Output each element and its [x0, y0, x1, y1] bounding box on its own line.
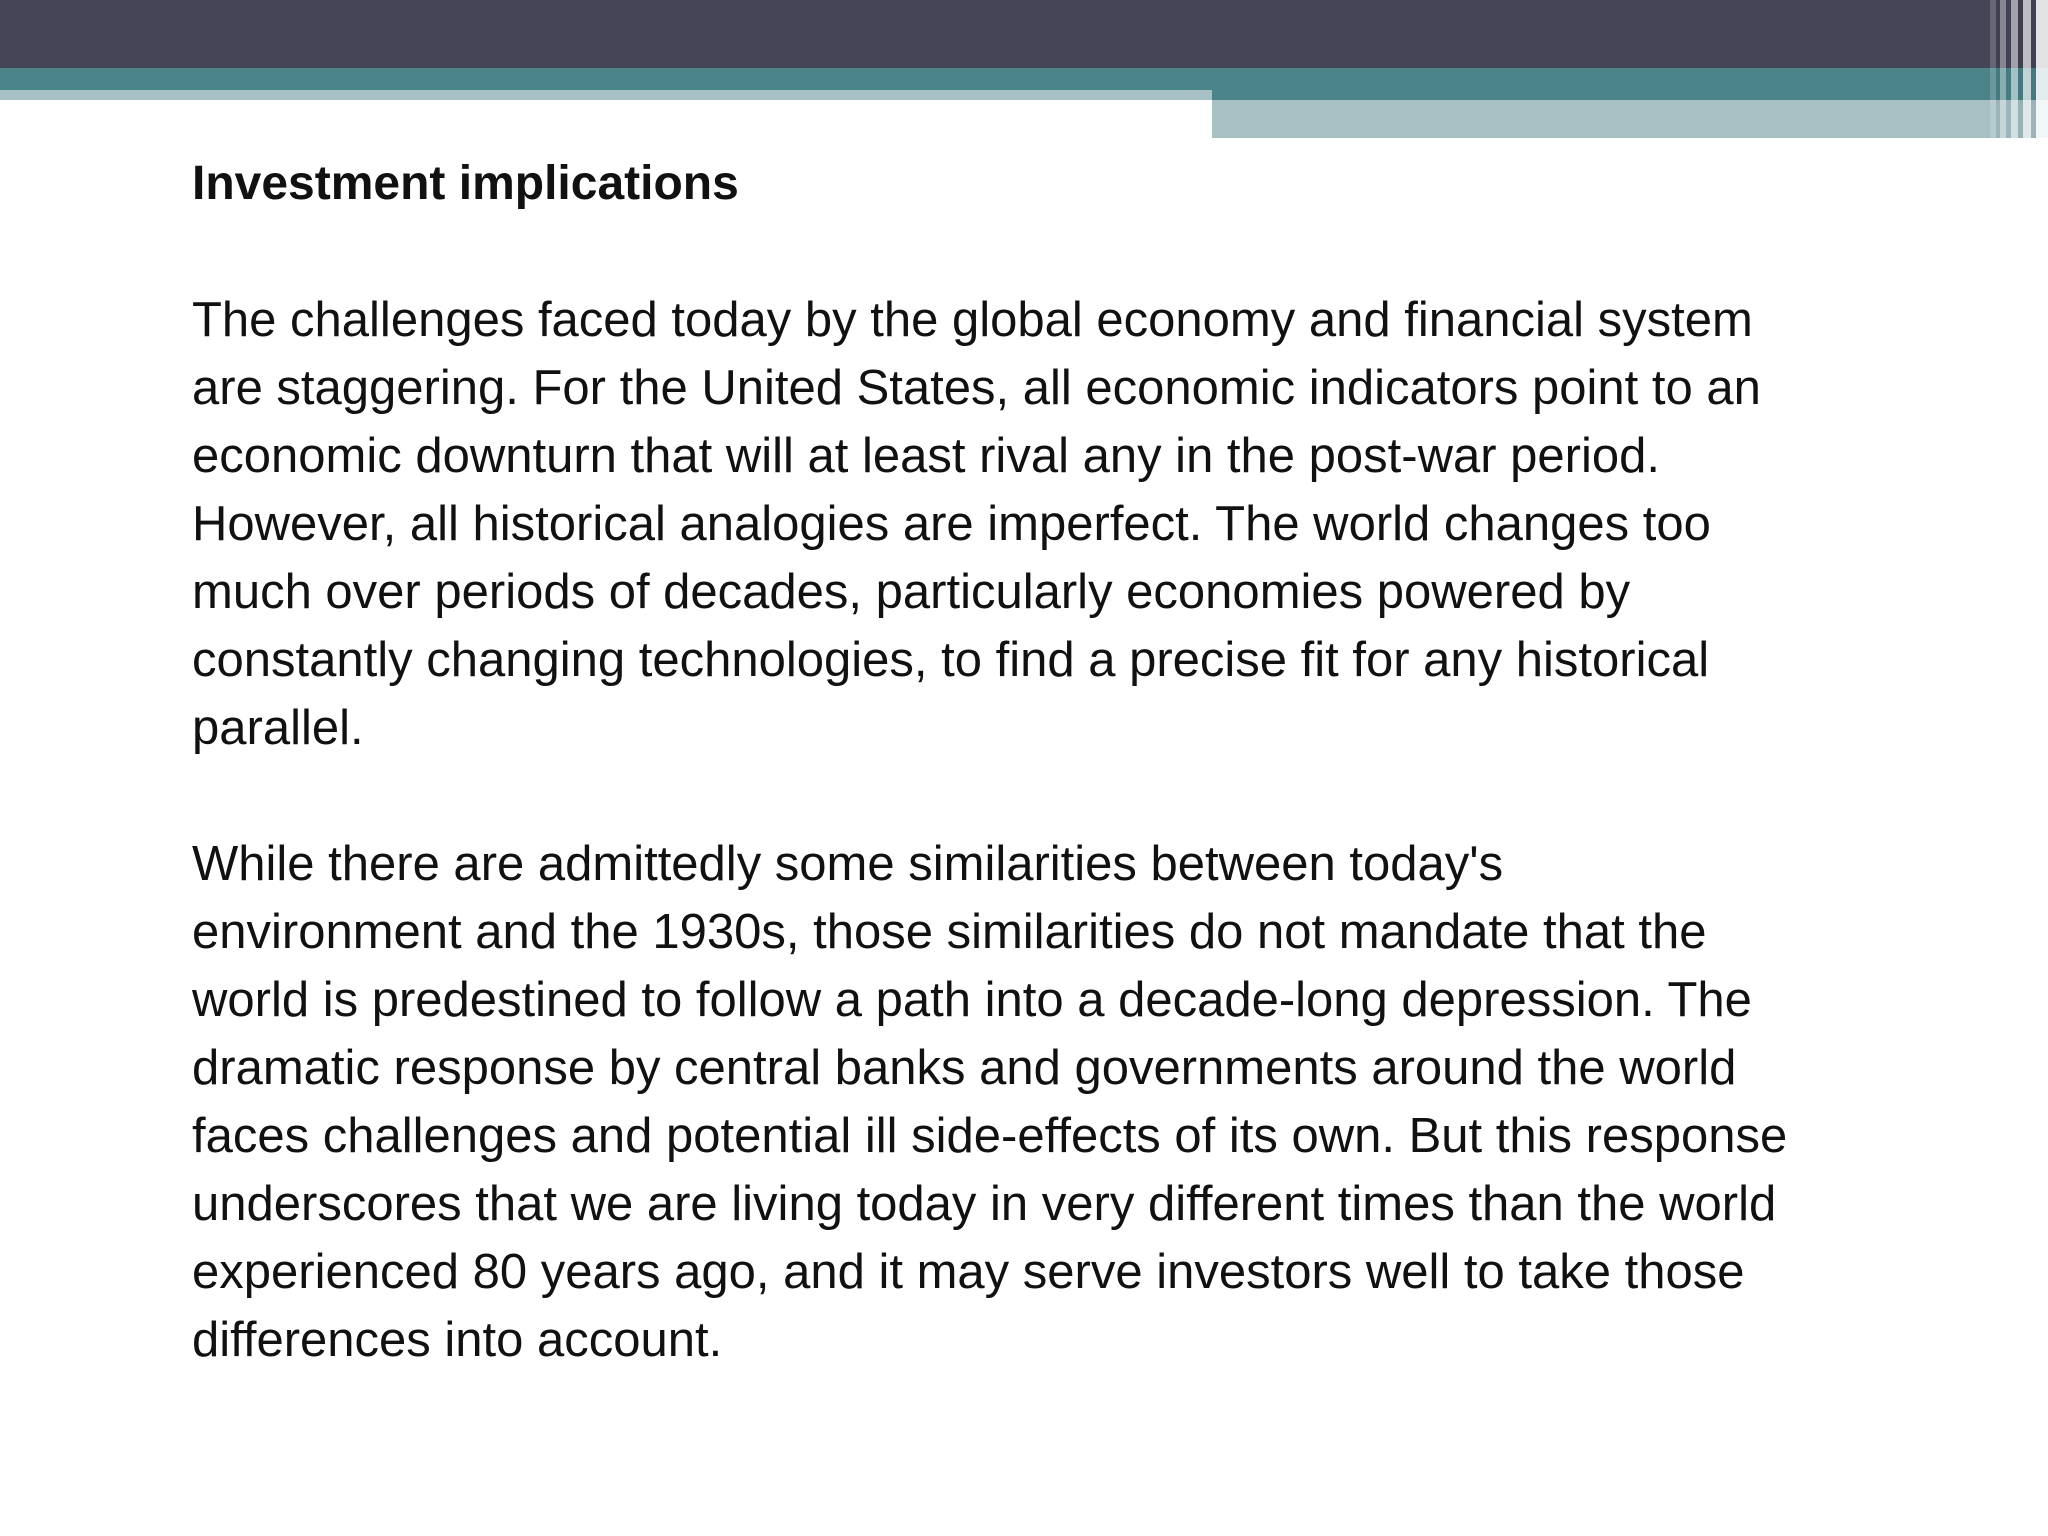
header-light-band-left — [0, 90, 1212, 100]
paragraph-2-line: dramatic response by central banks and governments around the world — [192, 1041, 1737, 1095]
paragraph-2-line: faces challenges and potential ill side-effects of its own. But this response — [192, 1109, 1788, 1163]
paragraph-1-line: much over periods of decades, particularly economies powered by — [192, 565, 1631, 619]
header-teal-band-right — [1212, 68, 2048, 100]
paragraph-2-line: differences into account. — [192, 1313, 723, 1367]
paragraph-1-line: The challenges faced today by the global economy and financial system — [192, 293, 1753, 347]
paragraph-2-line: experienced 80 years ago, and it may serve investors well to take those — [192, 1245, 1745, 1299]
slide-body — [192, 150, 1952, 1374]
paragraph-2-line: world is predestined to follow a path into a decade-long depression. The — [192, 973, 1752, 1027]
header-stripes-decoration — [1990, 0, 2048, 138]
paragraph-1-line: are staggering. For the United States, all economic indicators point to an — [192, 361, 1761, 415]
header-dark-band — [0, 0, 2048, 68]
header-light-band-right — [1212, 100, 2048, 138]
slide-heading: Investment implications — [192, 157, 739, 210]
paragraph-1-line: However, all historical analogies are imperfect. The world changes too — [192, 497, 1711, 551]
paragraph-2-line: environment and the 1930s, those similarities do not mandate that the — [192, 905, 1707, 959]
paragraph-1-line: economic downturn that will at least rival any in the post-war period. — [192, 429, 1660, 483]
paragraph-2-line: While there are admittedly some similarities between today's — [192, 837, 1504, 891]
paragraph-1 — [192, 286, 1952, 762]
paragraph-1-line: constantly changing technologies, to find a precise fit for any historical — [192, 633, 1710, 687]
paragraph-1-line: parallel. — [192, 701, 364, 755]
header-teal-band-left — [0, 68, 1212, 90]
paragraph-2 — [192, 830, 1952, 1374]
paragraph-2-line: underscores that we are living today in very different times than the world — [192, 1177, 1777, 1231]
